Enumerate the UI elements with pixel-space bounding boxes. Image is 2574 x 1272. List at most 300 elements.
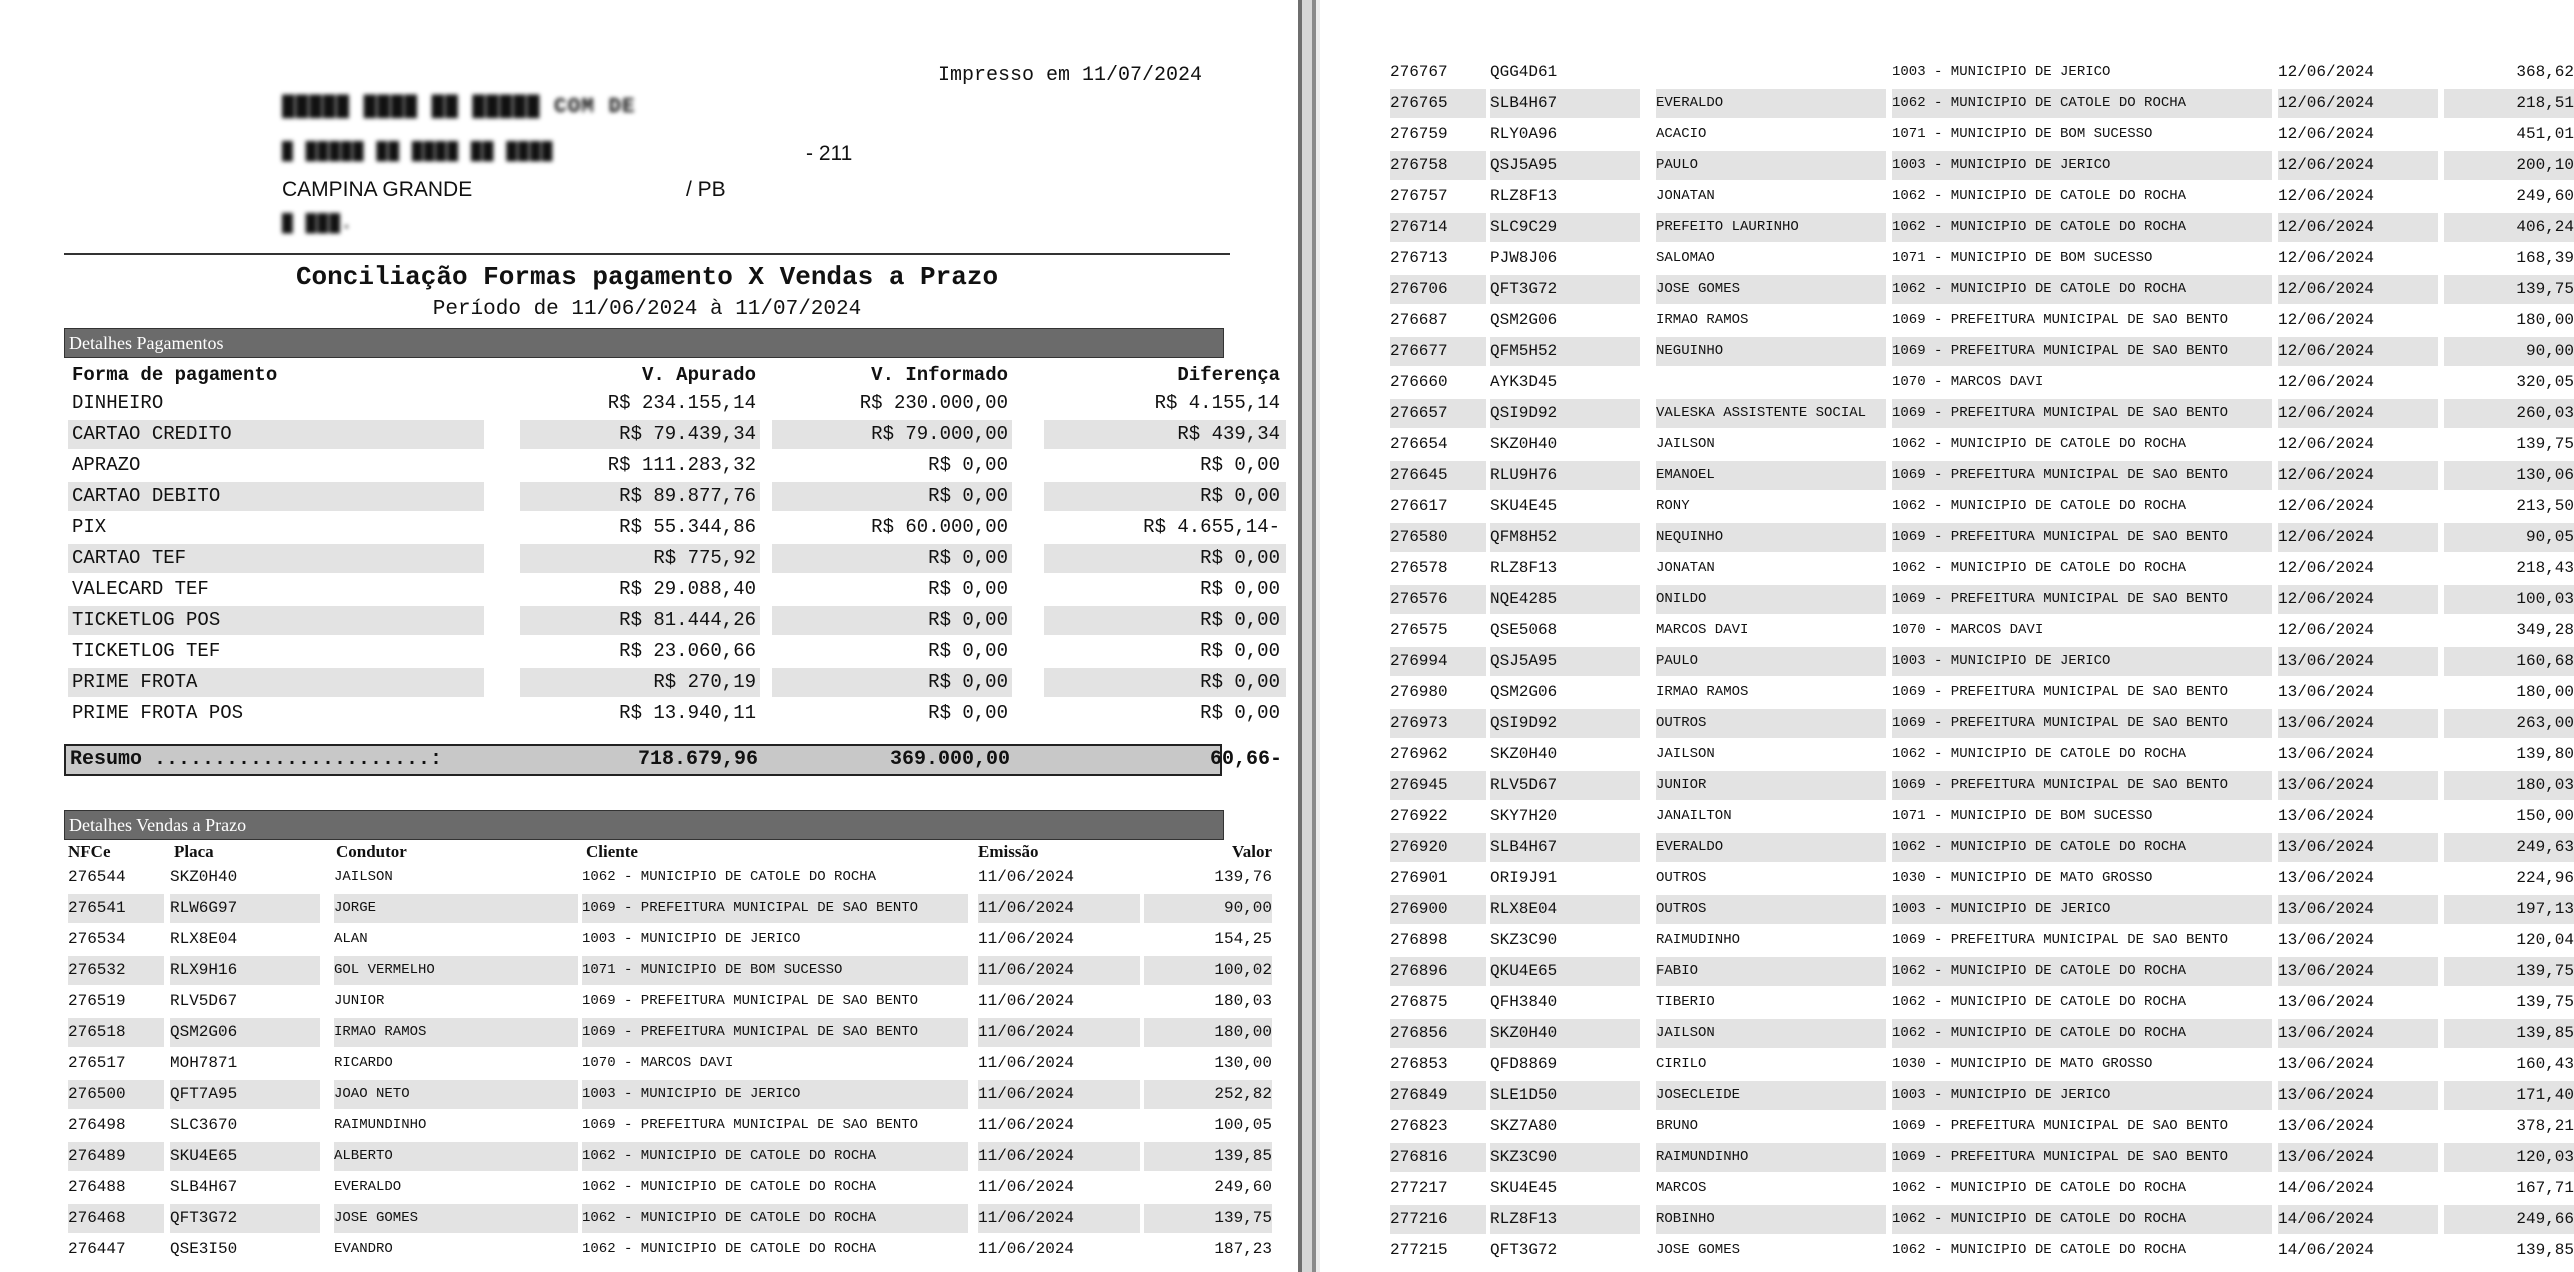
sale-valor: 154,25	[1214, 930, 1272, 948]
sale-condutor: JONATAN	[1656, 560, 1715, 576]
sale-cliente: 1069 - PREFEITURA MUNICIPAL DE SAO BENTO	[1892, 684, 2229, 700]
company-extra: █ ███.	[282, 214, 353, 234]
sale-row	[1390, 367, 2574, 398]
summary-informado: 369.000,00	[889, 748, 1010, 771]
col-informado: V. Informado	[871, 364, 1008, 386]
sale-cliente: 1062 - MUNICIPIO DE CATOLE DO ROCHA	[582, 1204, 968, 1233]
col-condutor: Condutor	[336, 842, 407, 861]
sales-section-bar: Detalhes Vendas a Prazo	[64, 810, 1224, 840]
header-divider	[64, 253, 1230, 255]
sale-cliente: 1062 - MUNICIPIO DE CATOLE DO ROCHA	[1892, 188, 2187, 204]
sale-valor: 249,60	[1214, 1178, 1272, 1196]
sale-cliente: 1062 - MUNICIPIO DE CATOLE DO ROCHA	[1892, 498, 2187, 514]
sale-valor: 451,01	[2516, 125, 2574, 143]
sale-row	[1390, 1173, 2574, 1204]
sale-cliente: 1069 - PREFEITURA MUNICIPAL DE SAO BENTO	[582, 1117, 919, 1133]
sale-nfce: 276901	[1390, 869, 1448, 887]
sale-cliente: 1003 - MUNICIPIO DE JERICO	[1892, 1081, 2272, 1110]
payment-informado: R$ 79.000,00	[772, 420, 1012, 449]
sale-nfce: 276544	[68, 868, 126, 886]
sale-condutor: JONATAN	[1656, 188, 1715, 204]
sale-row	[1390, 1235, 2574, 1266]
col-diferenca: Diferença	[1177, 364, 1280, 386]
sale-valor: 90,05	[2444, 523, 2574, 552]
sale-row	[1390, 57, 2574, 88]
sale-nfce: 276759	[1390, 125, 1448, 143]
summary-diferenca: 60,66-	[1209, 748, 1282, 771]
sale-nfce: 276856	[1390, 1019, 1486, 1048]
sale-nfce: 276500	[68, 1080, 164, 1109]
report-page-right	[1320, 0, 2574, 1272]
payment-row	[64, 512, 1280, 543]
sale-emissao: 11/06/2024	[978, 992, 1075, 1010]
sale-valor: 378,21	[2516, 1117, 2574, 1135]
sale-emissao: 14/06/2024	[2278, 1241, 2375, 1259]
sale-valor: 180,03	[2444, 771, 2574, 800]
sale-nfce: 276765	[1390, 89, 1486, 118]
sale-cliente: 1062 - MUNICIPIO DE CATOLE DO ROCHA	[1892, 1205, 2272, 1234]
sale-placa: SLC3670	[170, 1116, 238, 1134]
sale-condutor: JAILSON	[334, 869, 393, 885]
company-address: █ █████ ██ ████ ██ ████	[282, 142, 554, 162]
sale-nfce: 276823	[1390, 1117, 1448, 1135]
sale-placa: QFM5H52	[1490, 337, 1640, 366]
payment-diferenca: R$ 0,00	[1044, 482, 1286, 511]
sale-valor: 139,75	[2516, 435, 2574, 453]
sale-placa: QSE3I50	[170, 1240, 238, 1258]
sale-placa: RLZ8F13	[1490, 559, 1558, 577]
sale-valor: 180,00	[2516, 311, 2574, 329]
sale-cliente: 1071 - MUNICIPIO DE BOM SUCESSO	[1892, 250, 2153, 266]
sale-emissao: 12/06/2024	[2278, 461, 2438, 490]
sale-valor: 249,63	[2444, 833, 2574, 862]
sale-row	[1390, 553, 2574, 584]
sale-row	[1390, 801, 2574, 832]
col-emissao: Emissão	[978, 842, 1039, 861]
payment-row	[64, 667, 1280, 698]
sale-placa: QSJ5A95	[1490, 151, 1640, 180]
sale-nfce: 276447	[68, 1240, 126, 1258]
sale-nfce: 276654	[1390, 435, 1448, 453]
sale-placa: RLX8E04	[170, 930, 238, 948]
sale-placa: RLV5D67	[1490, 771, 1640, 800]
sale-condutor: NEQUINHO	[1656, 523, 1886, 552]
sale-condutor	[1656, 368, 1886, 397]
sale-condutor: EMANOEL	[1656, 461, 1886, 490]
sale-condutor: IRMAO RAMOS	[1656, 684, 1749, 700]
sale-emissao: 11/06/2024	[978, 1178, 1075, 1196]
sale-cliente: 1062 - MUNICIPIO DE CATOLE DO ROCHA	[1892, 957, 2272, 986]
sale-nfce: 276617	[1390, 497, 1448, 515]
sale-emissao: 12/06/2024	[2278, 337, 2438, 366]
payment-method: PRIME FROTA POS	[72, 702, 244, 724]
sale-nfce: 276498	[68, 1116, 126, 1134]
col-method: Forma de pagamento	[72, 364, 278, 386]
sale-condutor: EVANDRO	[334, 1241, 393, 1257]
sale-nfce: 276519	[68, 992, 126, 1010]
sale-condutor: ALAN	[334, 931, 368, 947]
report-title: Conciliação Formas pagamento X Vendas a Prazo	[295, 262, 999, 292]
col-cliente: Cliente	[586, 842, 638, 861]
sale-nfce: 276922	[1390, 807, 1448, 825]
sale-condutor: MARCOS	[1656, 1180, 1707, 1196]
sale-cliente: 1062 - MUNICIPIO DE CATOLE DO ROCHA	[582, 1142, 968, 1171]
payment-row	[64, 698, 1280, 729]
sale-placa: SKZ3C90	[1490, 1143, 1640, 1172]
sale-emissao: 12/06/2024	[2278, 585, 2438, 614]
sale-condutor: RAIMUNDINHO	[334, 1117, 427, 1133]
sale-condutor: PAULO	[1656, 151, 1886, 180]
sale-placa: SKZ0H40	[1490, 435, 1558, 453]
col-nfce: NFCe	[68, 842, 111, 861]
sale-valor: 139,76	[1214, 868, 1272, 886]
sale-placa: RLY0A96	[1490, 125, 1558, 143]
sale-cliente: 1069 - PREFEITURA MUNICIPAL DE SAO BENTO	[582, 894, 968, 923]
sale-row	[1390, 987, 2574, 1018]
sale-row	[1390, 398, 2574, 429]
sale-emissao: 12/06/2024	[2278, 89, 2438, 118]
sale-valor: 130,06	[2444, 461, 2574, 490]
sale-emissao: 13/06/2024	[2278, 745, 2375, 763]
sale-placa: RLX8E04	[1490, 895, 1640, 924]
sale-cliente: 1070 - MARCOS DAVI	[1892, 374, 2044, 390]
sale-nfce: 276489	[68, 1142, 164, 1171]
sale-valor: 139,75	[1144, 1204, 1272, 1233]
sale-emissao: 13/06/2024	[2278, 771, 2438, 800]
sale-emissao: 12/06/2024	[2278, 249, 2375, 267]
payment-diferenca: R$ 4.155,14	[1154, 392, 1280, 414]
sale-placa: QSI9D92	[1490, 399, 1640, 428]
payment-apurado: R$ 29.088,40	[619, 578, 756, 600]
payment-method: PIX	[72, 516, 107, 538]
sale-emissao: 12/06/2024	[2278, 213, 2438, 242]
sale-nfce: 276849	[1390, 1081, 1486, 1110]
payment-apurado: R$ 234.155,14	[607, 392, 756, 414]
sale-row	[1390, 491, 2574, 522]
sale-row	[64, 986, 1272, 1017]
sale-placa: QSE5068	[1490, 621, 1558, 639]
payment-apurado: R$ 79.439,34	[520, 420, 760, 449]
sale-cliente: 1069 - PREFEITURA MUNICIPAL DE SAO BENTO	[1892, 1118, 2229, 1134]
sale-placa: NQE4285	[1490, 585, 1640, 614]
sale-row	[1390, 1080, 2574, 1111]
sale-placa: QKU4E65	[1490, 957, 1640, 986]
payment-diferenca: R$ 0,00	[1200, 578, 1280, 600]
sale-valor: 180,03	[1214, 992, 1272, 1010]
sale-condutor: RAIMUNDINHO	[1656, 1143, 1886, 1172]
sale-row	[64, 1079, 1272, 1110]
sale-valor: 249,66	[2444, 1205, 2574, 1234]
sale-valor: 349,28	[2516, 621, 2574, 639]
sale-emissao: 13/06/2024	[2278, 1081, 2438, 1110]
sale-nfce: 276973	[1390, 709, 1486, 738]
sale-emissao: 13/06/2024	[2278, 895, 2438, 924]
sale-condutor: JAILSON	[1656, 436, 1715, 452]
sale-nfce: 277216	[1390, 1205, 1486, 1234]
sale-condutor: JOSE GOMES	[1656, 1242, 1741, 1258]
sale-row	[1390, 584, 2574, 615]
sale-nfce: 276713	[1390, 249, 1448, 267]
sale-condutor: EVERALDO	[1656, 89, 1886, 118]
sale-condutor: RAIMUDINHO	[1656, 932, 1741, 948]
sale-nfce: 276900	[1390, 895, 1486, 924]
payment-informado: R$ 230.000,00	[859, 392, 1008, 414]
sale-cliente: 1062 - MUNICIPIO DE CATOLE DO ROCHA	[582, 1179, 877, 1195]
sale-placa: QSI9D92	[1490, 709, 1640, 738]
sale-emissao: 12/06/2024	[2278, 399, 2438, 428]
sale-placa: QFH3840	[1490, 993, 1558, 1011]
sale-nfce: 276677	[1390, 337, 1486, 366]
payment-diferenca: R$ 0,00	[1044, 606, 1286, 635]
sale-cliente: 1003 - MUNICIPIO DE JERICO	[1892, 64, 2111, 80]
sale-placa: QGG4D61	[1490, 63, 1558, 81]
sale-row	[64, 893, 1272, 924]
sale-row	[64, 924, 1272, 955]
sale-cliente: 1069 - PREFEITURA MUNICIPAL DE SAO BENTO	[1892, 523, 2272, 552]
sale-nfce: 276898	[1390, 931, 1448, 949]
sale-valor: 252,82	[1144, 1080, 1272, 1109]
summary-label: Resumo .......................:	[70, 748, 443, 771]
sale-emissao: 13/06/2024	[2278, 869, 2375, 887]
sale-valor: 187,23	[1214, 1240, 1272, 1258]
sale-nfce: 276578	[1390, 559, 1448, 577]
sale-row	[1390, 925, 2574, 956]
sale-condutor: JOSECLEIDE	[1656, 1081, 1886, 1110]
sale-placa: SKZ0H40	[1490, 1019, 1640, 1048]
sale-emissao: 13/06/2024	[2278, 833, 2438, 862]
sale-cliente: 1070 - MARCOS DAVI	[1892, 622, 2044, 638]
sale-emissao: 12/06/2024	[2278, 63, 2375, 81]
payment-method: CARTAO CREDITO	[68, 420, 484, 449]
payment-informado: R$ 0,00	[772, 606, 1012, 635]
sale-placa: SKZ7A80	[1490, 1117, 1558, 1135]
sale-condutor: JORGE	[334, 894, 578, 923]
sale-cliente: 1062 - MUNICIPIO DE CATOLE DO ROCHA	[1892, 213, 2272, 242]
payment-diferenca: R$ 4.655,14-	[1143, 516, 1280, 538]
sale-row	[1390, 150, 2574, 181]
sale-cliente: 1062 - MUNICIPIO DE CATOLE DO ROCHA	[1892, 994, 2187, 1010]
sale-valor: 120,03	[2444, 1143, 2574, 1172]
payment-apurado: R$ 23.060,66	[619, 640, 756, 662]
sale-placa: RLX9H16	[170, 956, 320, 985]
sale-cliente: 1062 - MUNICIPIO DE CATOLE DO ROCHA	[1892, 833, 2272, 862]
sale-nfce: 276576	[1390, 585, 1486, 614]
sale-emissao: 13/06/2024	[2278, 807, 2375, 825]
sale-condutor: VALESKA ASSISTENTE SOCIAL	[1656, 399, 1886, 428]
sale-condutor: JANAILTON	[1656, 808, 1732, 824]
sale-placa: RLW6G97	[170, 894, 320, 923]
sale-valor: 218,43	[2516, 559, 2574, 577]
printed-date: Impresso em 11/07/2024	[938, 64, 1203, 87]
payment-diferenca: R$ 439,34	[1044, 420, 1286, 449]
payments-section-bar: Detalhes Pagamentos	[64, 328, 1224, 358]
sale-emissao: 11/06/2024	[978, 1080, 1140, 1109]
sale-emissao: 14/06/2024	[2278, 1205, 2438, 1234]
sale-nfce: 276994	[1390, 647, 1486, 676]
sale-cliente: 1070 - MARCOS DAVI	[582, 1055, 734, 1071]
sale-valor: 320,05	[2516, 373, 2574, 391]
sale-valor: 150,00	[2516, 807, 2574, 825]
sale-condutor: RONY	[1656, 498, 1690, 514]
sale-valor: 180,00	[1144, 1018, 1272, 1047]
sale-cliente: 1062 - MUNICIPIO DE CATOLE DO ROCHA	[1892, 560, 2187, 576]
payment-method: APRAZO	[72, 454, 141, 476]
sale-emissao: 12/06/2024	[2278, 275, 2438, 304]
sale-cliente: 1069 - PREFEITURA MUNICIPAL DE SAO BENTO	[582, 993, 919, 1009]
sale-cliente: 1069 - PREFEITURA MUNICIPAL DE SAO BENTO	[1892, 399, 2272, 428]
sale-row	[1390, 956, 2574, 987]
sale-nfce: 276532	[68, 956, 164, 985]
sale-valor: 100,02	[1144, 956, 1272, 985]
sale-cliente: 1062 - MUNICIPIO DE CATOLE DO ROCHA	[1892, 1019, 2272, 1048]
sale-emissao: 12/06/2024	[2278, 151, 2438, 180]
payment-informado: R$ 0,00	[772, 482, 1012, 511]
sale-row	[1390, 336, 2574, 367]
sale-emissao: 12/06/2024	[2278, 311, 2375, 329]
sale-row	[1390, 615, 2574, 646]
sale-emissao: 13/06/2024	[2278, 1117, 2375, 1135]
sale-emissao: 11/06/2024	[978, 868, 1075, 886]
sale-emissao: 12/06/2024	[2278, 523, 2438, 552]
sale-condutor: JUNIOR	[1656, 771, 1886, 800]
sale-cliente: 1071 - MUNICIPIO DE BOM SUCESSO	[1892, 808, 2153, 824]
sale-emissao: 11/06/2024	[978, 894, 1140, 923]
sale-valor: 180,00	[2516, 683, 2574, 701]
sale-cliente: 1069 - PREFEITURA MUNICIPAL DE SAO BENTO	[1892, 932, 2229, 948]
sale-row	[1390, 1204, 2574, 1235]
sale-condutor: PREFEITO LAURINHO	[1656, 213, 1886, 242]
sale-cliente: 1062 - MUNICIPIO DE CATOLE DO ROCHA	[582, 869, 877, 885]
payment-diferenca: R$ 0,00	[1200, 454, 1280, 476]
sale-emissao: 11/06/2024	[978, 956, 1140, 985]
sale-nfce: 276945	[1390, 771, 1486, 800]
sale-valor: 368,62	[2516, 63, 2574, 81]
sale-nfce: 276657	[1390, 399, 1486, 428]
payment-apurado: R$ 13.940,11	[619, 702, 756, 724]
sale-row	[64, 1048, 1272, 1079]
sale-valor: 197,13	[2444, 895, 2574, 924]
sale-placa: QSJ5A95	[1490, 647, 1640, 676]
sale-valor: 139,85	[1144, 1142, 1272, 1171]
sale-condutor: SALOMAO	[1656, 250, 1715, 266]
sale-emissao: 13/06/2024	[2278, 709, 2438, 738]
sale-valor: 139,85	[2444, 1019, 2574, 1048]
sale-nfce: 276687	[1390, 311, 1448, 329]
sale-placa: SKY7H20	[1490, 807, 1558, 825]
sale-emissao: 11/06/2024	[978, 1018, 1140, 1047]
sale-placa: SKU4E45	[1490, 497, 1558, 515]
sale-valor: 100,05	[1214, 1116, 1272, 1134]
sale-condutor: CIRILO	[1656, 1056, 1707, 1072]
sale-placa: QFD8869	[1490, 1055, 1558, 1073]
payment-row	[64, 574, 1280, 605]
payments-header	[64, 364, 1280, 388]
sale-row	[64, 1172, 1272, 1203]
payments-summary	[64, 744, 1282, 776]
sale-emissao: 13/06/2024	[2278, 931, 2375, 949]
payment-informado: R$ 60.000,00	[871, 516, 1008, 538]
sale-emissao: 13/06/2024	[2278, 683, 2375, 701]
sale-nfce: 277215	[1390, 1241, 1448, 1259]
sale-cliente: 1003 - MUNICIPIO DE JERICO	[1892, 895, 2272, 924]
sale-condutor: BRUNO	[1656, 1118, 1699, 1134]
sale-cliente: 1069 - PREFEITURA MUNICIPAL DE SAO BENTO	[1892, 461, 2272, 490]
sale-emissao: 12/06/2024	[2278, 559, 2375, 577]
sale-row	[1390, 739, 2574, 770]
sale-condutor: IRMAO RAMOS	[334, 1018, 578, 1047]
sale-nfce: 276816	[1390, 1143, 1486, 1172]
sale-nfce: 276534	[68, 930, 126, 948]
sale-valor: 90,00	[1144, 894, 1272, 923]
col-valor: Valor	[1232, 842, 1272, 861]
sale-emissao: 13/06/2024	[2278, 1143, 2438, 1172]
payment-row	[64, 636, 1280, 667]
sale-nfce: 276706	[1390, 275, 1486, 304]
payment-method: CARTAO DEBITO	[68, 482, 484, 511]
payment-row	[64, 605, 1280, 636]
payment-method: TICKETLOG POS	[68, 606, 484, 635]
sale-valor: 130,00	[1214, 1054, 1272, 1072]
sale-cliente: 1069 - PREFEITURA MUNICIPAL DE SAO BENTO	[582, 1018, 968, 1047]
payment-informado: R$ 0,00	[928, 702, 1008, 724]
address-number: - 211	[806, 142, 853, 165]
payment-row	[64, 419, 1280, 450]
sale-valor: 171,40	[2444, 1081, 2574, 1110]
payment-informado: R$ 0,00	[928, 578, 1008, 600]
sale-placa: QFM8H52	[1490, 523, 1640, 552]
sale-valor: 120,04	[2516, 931, 2574, 949]
sale-placa: SKU4E45	[1490, 1179, 1558, 1197]
sale-placa: ORI9J91	[1490, 869, 1558, 887]
sale-emissao: 11/06/2024	[978, 1116, 1075, 1134]
payment-diferenca: R$ 0,00	[1200, 702, 1280, 724]
sale-row	[1390, 863, 2574, 894]
summary-apurado: 718.679,96	[637, 748, 758, 771]
sale-row	[1390, 88, 2574, 119]
payment-method: PRIME FROTA	[68, 668, 484, 697]
sale-cliente: 1062 - MUNICIPIO DE CATOLE DO ROCHA	[1892, 1180, 2187, 1196]
sale-row	[64, 1110, 1272, 1141]
sale-placa: SKU4E65	[170, 1142, 320, 1171]
sale-cliente: 1003 - MUNICIPIO DE JERICO	[1892, 151, 2272, 180]
sale-row	[1390, 1018, 2574, 1049]
sale-valor: 100,03	[2444, 585, 2574, 614]
sale-emissao: 14/06/2024	[2278, 1179, 2375, 1197]
sale-nfce: 276575	[1390, 621, 1448, 639]
sale-condutor: RICARDO	[334, 1055, 393, 1071]
sale-valor: 139,75	[2516, 993, 2574, 1011]
sale-cliente: 1030 - MUNICIPIO DE MATO GROSSO	[1892, 870, 2153, 886]
sale-placa: SKZ0H40	[1490, 745, 1558, 763]
sale-nfce: 276853	[1390, 1055, 1448, 1073]
sale-cliente: 1069 - PREFEITURA MUNICIPAL DE SAO BENTO	[1892, 1143, 2272, 1172]
col-apurado: V. Apurado	[641, 364, 756, 386]
sale-nfce: 276920	[1390, 833, 1486, 862]
payment-row	[64, 388, 1280, 419]
sale-row	[1390, 305, 2574, 336]
sale-valor: 139,75	[2444, 957, 2574, 986]
sale-condutor: JOSE GOMES	[1656, 275, 1886, 304]
sale-cliente: 1069 - PREFEITURA MUNICIPAL DE SAO BENTO	[1892, 312, 2229, 328]
sale-cliente: 1069 - PREFEITURA MUNICIPAL DE SAO BENTO	[1892, 337, 2272, 366]
sale-placa: MOH7871	[170, 1054, 238, 1072]
sale-emissao: 12/06/2024	[2278, 497, 2375, 515]
payment-diferenca: R$ 0,00	[1044, 544, 1286, 573]
sale-valor: 90,00	[2444, 337, 2574, 366]
sale-row	[1390, 646, 2574, 677]
sale-placa: SLB4H67	[1490, 89, 1640, 118]
sale-cliente: 1003 - MUNICIPIO DE JERICO	[582, 931, 801, 947]
